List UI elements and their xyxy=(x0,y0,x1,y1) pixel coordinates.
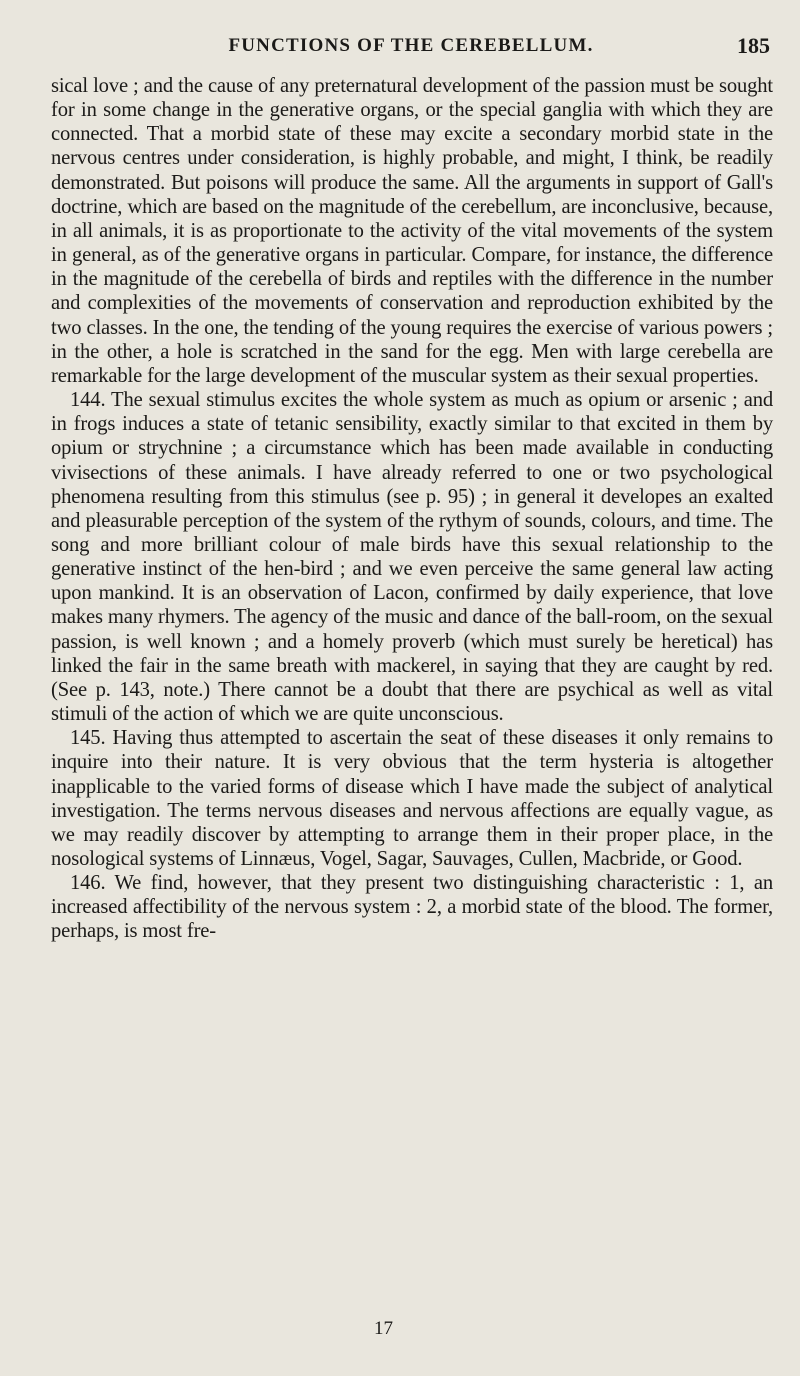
paragraph-146: 146. We find, however, that they present two distinguishing characteristic : 1, an increased affectibility of the nervous system : 2, a morbid state of the blood. The former, perhaps, is most fre- xyxy=(51,872,773,943)
paragraph-144: 144. The sexual stimulus excites the whole system as much as opium or arsenic ; and in frogs induces a state of tetanic sensibility, exactly similar to that excited in them by opium or strychnine ; a circumstance which has been made available in conducting vivisections of these animals. I have already referred to one or two psychological phenomena resulting from this stimulus (see p. 95) ; in general it developes an exalted and pleasurable perception of the system of the rythym of sounds, colours, and time. The song and more brilliant colour of male birds have this sexual relationship to the generative instinct of the hen-bird ; and we even perceive the same general law acting upon mankind. It is an observation of Lacon, confirmed by daily experience, that love makes many rhymers. The agency of the music and dance of the ball-room, on the sexual passion, is well known ; and a homely proverb (which must surely be heretical) has linked the fair in the same breath with mackerel, in saying that they are caught by red. (See p. 143, note.) There cannot be a doubt that there are psychical as well as vital stimuli of the action of which we are quite unconscious. xyxy=(51,389,773,726)
page-number: 185 xyxy=(737,33,770,58)
running-title: FUNCTIONS OF THE CEREBELLUM. xyxy=(228,35,594,56)
paragraph-continued: sical love ; and the cause of any preternatural development of the passion must be sought for in some change in the generative organs, or the special ganglia with which they are connected. That a morbid state of these may excite a secondary morbid state in the nervous centres under consideration, is highly probable, and might, I think, be readily demonstrated. But poisons will produce the same. All the arguments in support of Gall's doctrine, which are based on the magnitude of the cerebellum, are inconclusive, because, in all animals, it is as proportionate to the activity of the vital movements of the system in general, as of the generative organs in particular. Compare, for instance, the difference in the magnitude of the cerebella of birds and reptiles with the difference in the number and complexities of the movements of conservation and reproduction exhibited by the two classes. In the one, the tending of the young requires the exercise of various powers ; in the other, a hole is scratched in the sand for the egg. Men with large cerebella are remarkable for the large development of the muscular system as their sexual properties. xyxy=(51,75,773,387)
paragraph-145: 145. Having thus attempted to ascertain the seat of these diseases it only remains to inquire into their nature. It is very obvious that the term hysteria is altogether inapplicable to the varied forms of disease which I have made the subject of analytical investigation. The terms nervous diseases and nervous affections are equally vague, as we may readily discover by attempting to arrange them in their proper place, in the nosological systems of Linnæus, Vogel, Sagar, Sauvages, Cullen, Macbride, or Good. xyxy=(51,727,773,870)
running-head xyxy=(52,30,770,62)
signature-mark: 17 xyxy=(374,1318,393,1339)
body-text xyxy=(51,74,773,944)
